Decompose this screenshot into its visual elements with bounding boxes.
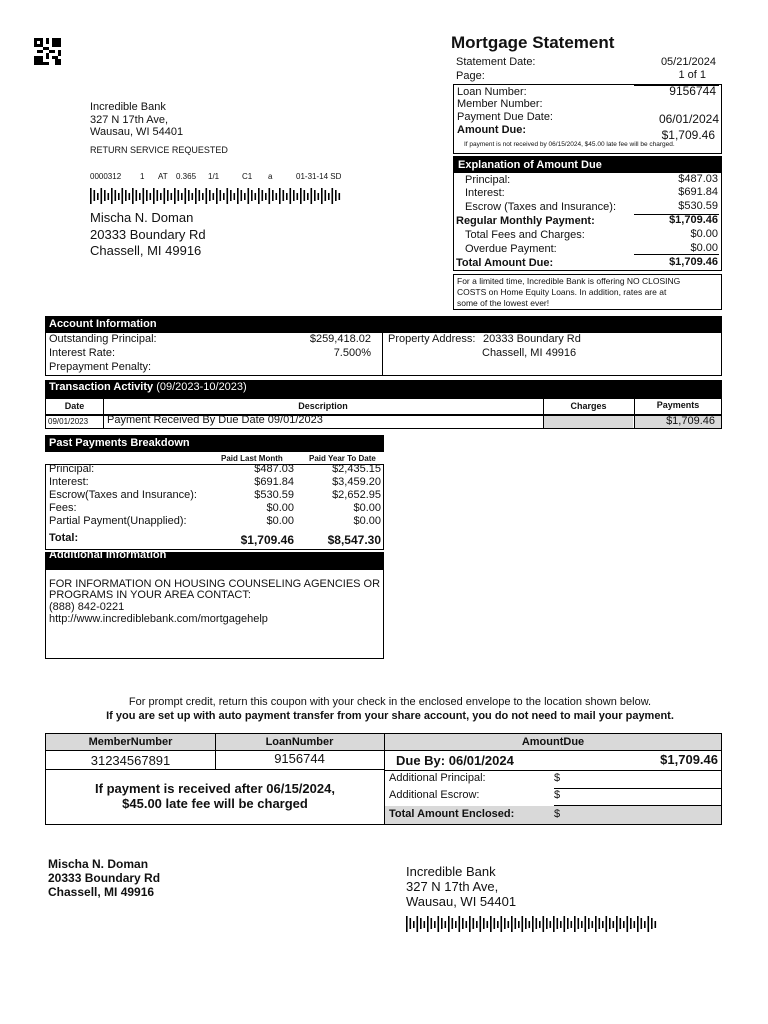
bank-address-1: 327 N 17th Ave, — [90, 114, 169, 126]
barcode-bar — [101, 188, 103, 204]
barcode-bar — [171, 193, 173, 200]
recipient-address-1: 20333 Boundary Rd — [90, 227, 206, 242]
amount-due-label: Amount Due: — [457, 124, 527, 136]
barcode-bar — [501, 916, 503, 932]
promo-line-3: some of the lowest ever! — [457, 298, 550, 308]
barcode-bar — [578, 918, 580, 929]
barcode-bar — [297, 193, 299, 200]
total-due-value: $1,709.46 — [669, 256, 718, 268]
barcode-bar — [623, 921, 625, 928]
account-info-section — [45, 316, 722, 376]
recipient-name: Mischa N. Doman — [90, 210, 194, 225]
barcode-bar — [438, 916, 440, 932]
barcode-bar — [655, 921, 657, 928]
barcode-bar — [466, 921, 468, 928]
barcode-bar — [613, 921, 615, 928]
interest-label: Interest: — [465, 187, 505, 199]
barcode-bar — [581, 921, 583, 928]
footer-address-2: Chassell, MI 49916 — [48, 885, 155, 899]
mail-code-2: 1 — [140, 172, 145, 181]
transaction-title: Transaction Activity — [49, 381, 154, 393]
overdue-value: $0.00 — [690, 242, 718, 254]
past-row-last: $487.03 — [254, 463, 294, 475]
list-item — [45, 515, 384, 528]
barcode-bar — [311, 188, 313, 204]
loan-number: 9156744 — [669, 84, 716, 98]
page-value: 1 of 1 — [678, 69, 706, 81]
barcode-bar — [441, 918, 443, 929]
barcode-bar — [286, 193, 288, 200]
row-date: 09/01/2023 — [48, 417, 89, 426]
past-row-ytd: $2,435.15 — [332, 463, 381, 475]
barcode-bar — [609, 918, 611, 929]
barcode-bar — [473, 918, 475, 929]
bank-address-2: Wausau, WI 54401 — [90, 126, 184, 138]
barcode-bar — [487, 921, 489, 928]
barcode-bar — [185, 188, 187, 204]
barcode-bar — [251, 190, 253, 201]
past-row-label: Principal: — [49, 463, 95, 475]
barcode-bar — [480, 916, 482, 932]
barcode-bar — [497, 921, 499, 928]
counseling-line-2: PROGRAMS IN YOUR AREA CONTACT: — [49, 589, 251, 601]
mail-code-7: a — [268, 172, 273, 181]
barcode-bar — [490, 916, 492, 932]
list-item — [45, 476, 384, 489]
interest-rate-label: Interest Rate: — [49, 347, 116, 359]
barcode-bar — [644, 921, 646, 928]
barcode-bar — [557, 918, 559, 929]
coupon-amount-header: AmountDue — [521, 736, 585, 748]
barcode-bar — [241, 190, 243, 201]
coupon-loan-header: LoanNumber — [265, 736, 334, 748]
past-row-label: Interest: — [49, 476, 89, 488]
barcode-bar — [504, 918, 506, 929]
mail-code-8: 01-31-14 SD — [296, 172, 342, 181]
barcode-bar — [255, 193, 257, 200]
list-item — [45, 502, 384, 515]
promo-box — [453, 274, 722, 310]
barcode-bar — [511, 916, 513, 932]
barcode-bar — [328, 193, 330, 200]
barcode-bar — [262, 190, 264, 201]
barcode-bar — [641, 918, 643, 929]
barcode-bar — [648, 916, 650, 932]
barcode-bar — [314, 190, 316, 201]
barcode-bar — [602, 921, 604, 928]
barcode-bar — [592, 921, 594, 928]
past-row-last: $691.84 — [254, 476, 294, 488]
total-due-label: Total Amount Due: — [456, 257, 554, 269]
past-row-ytd: $0.00 — [353, 515, 381, 527]
barcode-bar — [125, 190, 127, 201]
barcode-bar — [181, 193, 183, 200]
barcode-bar — [279, 188, 281, 204]
footer-address-1: 20333 Boundary Rd — [48, 871, 161, 885]
past-payments-section — [45, 435, 384, 550]
row-payments: $1,709.46 — [635, 416, 721, 428]
barcode-bar — [307, 193, 309, 200]
barcode-bar — [199, 190, 201, 201]
barcode-bar — [150, 193, 152, 200]
interest-value: $691.84 — [678, 186, 718, 198]
bank-name: Incredible Bank — [90, 101, 166, 113]
transaction-period: (09/2023-10/2023) — [156, 381, 247, 393]
barcode-bar — [420, 918, 422, 929]
row-charges — [544, 416, 633, 428]
past-row-label: Fees: — [49, 502, 77, 514]
barcode-bar — [567, 918, 569, 929]
barcode-bar — [445, 921, 447, 928]
barcode-bar — [94, 190, 96, 201]
due-date: 06/01/2024 — [658, 112, 719, 126]
additional-info-section — [45, 549, 384, 659]
col-header-last-month: Paid Last Month — [221, 454, 283, 463]
list-item — [45, 463, 384, 476]
past-total-label: Total: — [49, 532, 79, 544]
additional-escrow-dollar: $ — [554, 789, 561, 801]
qr-code — [34, 38, 61, 65]
past-row-label: Escrow(Taxes and Insurance): — [49, 489, 197, 501]
transaction-table — [45, 398, 722, 429]
statement-date-label: Statement Date: — [456, 56, 536, 68]
barcode-bar — [304, 190, 306, 201]
counseling-line-1: FOR INFORMATION ON HOUSING COUNSELING AGENCIES OR — [49, 578, 381, 590]
barcode-bar — [462, 918, 464, 929]
loan-number-label: Loan Number: — [457, 86, 527, 98]
col-header-ytd: Paid Year To Date — [309, 454, 376, 463]
barcode-bar — [335, 190, 337, 201]
total-enclosed-input[interactable] — [566, 806, 721, 824]
past-total-ytd: $8,547.30 — [327, 533, 381, 547]
barcode-bar — [234, 193, 236, 200]
coupon-instruction-1: For prompt credit, return this coupon with your check in the enclosed envelope to the location shown below. — [128, 696, 652, 708]
barcode-bar — [269, 188, 271, 204]
fees-label: Total Fees and Charges: — [465, 229, 585, 241]
barcode-bar — [118, 193, 120, 200]
barcode-bar — [620, 918, 622, 929]
row-description: Payment Received By Due Date 09/01/2023 — [107, 414, 323, 426]
barcode-bar — [571, 921, 573, 928]
barcode-bar — [111, 188, 113, 204]
barcode-bar — [532, 916, 534, 932]
barcode-bar — [406, 916, 408, 932]
total-enclosed-dollar: $ — [554, 808, 561, 820]
barcode-bar — [574, 916, 576, 932]
col-header-date: Date — [64, 401, 85, 411]
explanation-box — [453, 156, 722, 271]
barcode-bar — [525, 918, 527, 929]
barcode-bar — [630, 918, 632, 929]
account-info-title: Account Information — [45, 316, 722, 333]
barcode-bar — [536, 918, 538, 929]
barcode-bar — [293, 190, 295, 201]
statement-date: 05/21/2024 — [660, 56, 716, 68]
barcode-bar — [599, 918, 601, 929]
amount-due: $1,709.46 — [661, 128, 715, 142]
additional-escrow-label: Additional Escrow: — [389, 789, 480, 801]
barcode-bar — [452, 918, 454, 929]
barcode-bar — [248, 188, 250, 204]
barcode-bar — [90, 188, 92, 204]
coupon-loan-number: 9156744 — [274, 751, 325, 766]
loan-summary-box — [453, 84, 722, 154]
barcode-bar — [220, 190, 222, 201]
barcode-bar — [104, 190, 106, 201]
barcode-bar — [494, 918, 496, 929]
mail-code-3: AT — [158, 172, 168, 181]
barcode-bar — [553, 916, 555, 932]
barcode-bar — [424, 921, 426, 928]
barcode-bar — [272, 190, 274, 201]
outstanding-principal-value: $259,418.02 — [309, 333, 371, 345]
property-address-2: Chassell, MI 49916 — [482, 347, 577, 359]
additional-principal-input[interactable] — [554, 771, 721, 789]
barcode-bar — [483, 918, 485, 929]
barcode-bar — [230, 190, 232, 201]
barcode-bar — [276, 193, 278, 200]
barcode-bar — [325, 190, 327, 201]
recipient-address-2: Chassell, MI 49916 — [90, 243, 202, 258]
barcode-bar — [265, 193, 267, 200]
due-date-label: Payment Due Date: — [457, 111, 553, 123]
prepayment-penalty-label: Prepayment Penalty: — [49, 361, 152, 373]
mail-code-6: C1 — [242, 172, 253, 181]
coupon-member-header: MemberNumber — [88, 736, 173, 748]
barcode-bar — [546, 918, 548, 929]
list-item — [45, 489, 384, 502]
barcode-bar — [216, 188, 218, 204]
principal-value: $487.03 — [678, 173, 718, 185]
regular-payment-value: $1,709.46 — [669, 214, 718, 226]
return-barcode — [406, 916, 661, 941]
coupon-late-line-2: $45.00 late fee will be charged — [122, 796, 308, 811]
barcode-bar — [529, 921, 531, 928]
barcode-bar — [588, 918, 590, 929]
barcode-bar — [206, 188, 208, 204]
fees-value: $0.00 — [690, 228, 718, 240]
payment-coupon — [45, 733, 722, 825]
barcode-bar — [459, 916, 461, 932]
coupon-late-line-1: If payment is received after 06/15/2024, — [95, 781, 335, 796]
barcode-bar — [258, 188, 260, 204]
barcode-bar — [515, 918, 517, 929]
past-row-last: $0.00 — [266, 515, 294, 527]
escrow-value: $530.59 — [678, 200, 718, 212]
barcode-bar — [290, 188, 292, 204]
barcode-bar — [476, 921, 478, 928]
mail-code-1: 0000312 — [90, 172, 122, 181]
barcode-bar — [213, 193, 215, 200]
barcode-bar — [283, 190, 285, 201]
past-row-label: Partial Payment(Unapplied): — [49, 515, 187, 527]
barcode-bar — [543, 916, 545, 932]
barcode-bar — [332, 188, 334, 204]
transaction-section — [45, 380, 722, 429]
barcode-bar — [539, 921, 541, 928]
barcode-bar — [606, 916, 608, 932]
barcode-bar — [448, 916, 450, 932]
barcode-bar — [244, 193, 246, 200]
barcode-bar — [651, 918, 653, 929]
barcode-bar — [522, 916, 524, 932]
interest-rate-value: 7.500% — [333, 347, 371, 359]
principal-label: Principal: — [465, 174, 511, 186]
footer-bank-name: Incredible Bank — [406, 864, 496, 879]
barcode-bar — [455, 921, 457, 928]
barcode-bar — [585, 916, 587, 932]
counseling-phone: (888) 842-0221 — [49, 601, 125, 613]
barcode-bar — [227, 188, 229, 204]
escrow-label: Escrow (Taxes and Insurance): — [465, 201, 617, 213]
footer-name: Mischa N. Doman — [48, 857, 149, 871]
barcode-bar — [616, 916, 618, 932]
barcode-bar — [550, 921, 552, 928]
barcode-bar — [129, 193, 131, 200]
return-service-text: RETURN SERVICE REQUESTED — [90, 145, 228, 155]
coupon-member-number: 31234567891 — [90, 753, 171, 768]
barcode-bar — [202, 193, 204, 200]
coupon-due-by: Due By: 06/01/2024 — [396, 753, 514, 768]
barcode-bar — [146, 190, 148, 201]
barcode-bar — [122, 188, 124, 204]
past-row-last: $530.59 — [254, 489, 294, 501]
regular-payment-label: Regular Monthly Payment: — [456, 215, 595, 227]
additional-principal-label: Additional Principal: — [389, 772, 486, 784]
barcode-bar — [427, 916, 429, 932]
barcode-bar — [164, 188, 166, 204]
additional-principal-dollar: $ — [554, 772, 561, 784]
barcode-bar — [115, 190, 117, 201]
outstanding-principal-label: Outstanding Principal: — [49, 333, 157, 345]
barcode-bar — [188, 190, 190, 201]
property-address-1: 20333 Boundary Rd — [483, 333, 581, 345]
total-enclosed-label: Total Amount Enclosed: — [389, 808, 515, 820]
barcode-bar — [508, 921, 510, 928]
barcode-bar — [637, 916, 639, 932]
barcode-bar — [417, 916, 419, 932]
barcode-bar — [139, 193, 141, 200]
counseling-url[interactable]: http://www.incrediblebank.com/mortgagehelp — [49, 613, 268, 625]
barcode-bar — [153, 188, 155, 204]
promo-line-1: For a limited time, Incredible Bank is offering NO CLOSING — [457, 276, 681, 286]
property-address-label: Property Address: — [388, 333, 476, 345]
barcode-bar — [339, 193, 341, 200]
barcode-bar — [518, 921, 520, 928]
late-fee-note: If payment is not received by 06/15/2024, $45.00 late fee will be charged. — [464, 141, 675, 148]
explanation-title: Explanation of Amount Due — [454, 157, 721, 173]
additional-info-title: Additional Information — [45, 552, 384, 570]
statement-title: Mortgage Statement — [451, 33, 615, 52]
past-total-last: $1,709.46 — [240, 533, 294, 547]
barcode-bar — [410, 918, 412, 929]
barcode-bar — [564, 916, 566, 932]
coupon-instruction-2: If you are set up with auto payment transfer from your share account, you do not need to mail your payment. — [106, 710, 674, 722]
past-row-ytd: $0.00 — [353, 502, 381, 514]
col-header-charges: Charges — [570, 401, 607, 411]
table-row — [46, 416, 721, 428]
promo-line-2: COSTS on Home Equity Loans. In addition, rates are at — [457, 287, 667, 297]
barcode-bar — [634, 921, 636, 928]
col-header-payments: Payments — [656, 400, 700, 410]
barcode-bar — [209, 190, 211, 201]
past-payments-title: Past Payments Breakdown — [45, 435, 384, 452]
barcode-bar — [318, 193, 320, 200]
member-number-label: Member Number: — [457, 98, 543, 110]
barcode-bar — [195, 188, 197, 204]
barcode-bar — [178, 190, 180, 201]
footer-bank-address-2: Wausau, WI 54401 — [406, 894, 517, 909]
page-label: Page: — [456, 70, 485, 82]
barcode-bar — [143, 188, 145, 204]
coupon-amount: $1,709.46 — [660, 752, 718, 767]
barcode-bar — [300, 188, 302, 204]
transaction-title-bar — [45, 380, 722, 398]
barcode-bar — [108, 193, 110, 200]
barcode-bar — [136, 190, 138, 201]
barcode-bar — [97, 193, 99, 200]
past-row-last: $0.00 — [266, 502, 294, 514]
past-row-ytd: $2,652.95 — [332, 489, 381, 501]
barcode-bar — [469, 916, 471, 932]
barcode-bar — [132, 188, 134, 204]
additional-escrow-input[interactable] — [554, 788, 721, 806]
barcode-bar — [160, 193, 162, 200]
barcode-bar — [413, 921, 415, 928]
mail-code-4: 0.365 — [176, 172, 197, 181]
mail-code-5: 1/1 — [208, 172, 220, 181]
past-row-ytd: $3,459.20 — [332, 476, 381, 488]
barcode-bar — [167, 190, 169, 201]
barcode-bar — [174, 188, 176, 204]
barcode-bar — [157, 190, 159, 201]
barcode-bar — [627, 916, 629, 932]
barcode-bar — [321, 188, 323, 204]
overdue-label: Overdue Payment: — [465, 243, 557, 255]
barcode-bar — [192, 193, 194, 200]
footer-bank-address-1: 327 N 17th Ave, — [406, 879, 499, 894]
barcode-bar — [434, 921, 436, 928]
barcode-bar — [560, 921, 562, 928]
barcode-bar — [595, 916, 597, 932]
col-header-description: Description — [298, 401, 348, 411]
barcode-bar — [431, 918, 433, 929]
barcode-bar — [237, 188, 239, 204]
barcode-bar — [223, 193, 225, 200]
